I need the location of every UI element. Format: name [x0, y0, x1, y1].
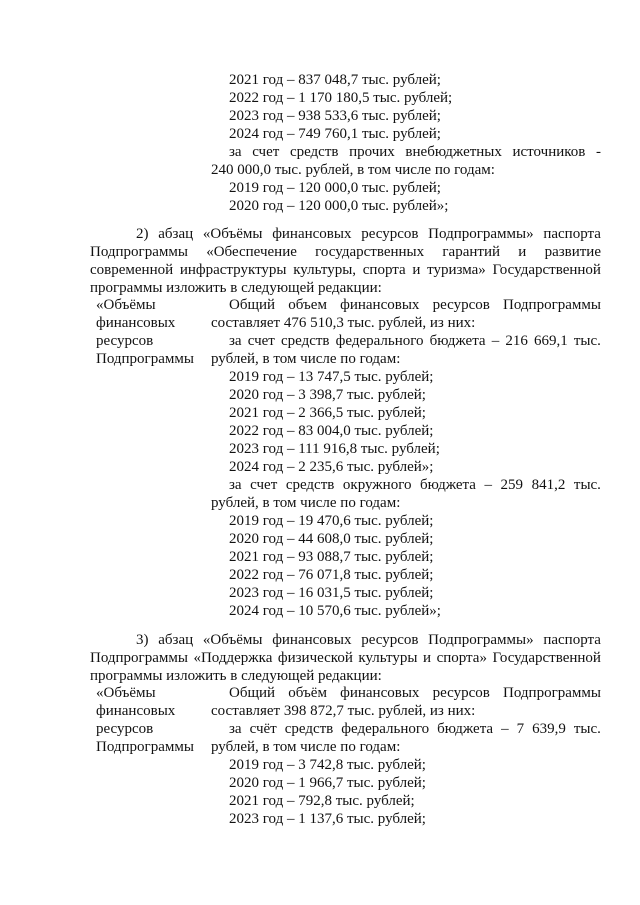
paragraph-line: Подпрограммы «Обеспечение государственных гарантий и развитие [90, 244, 601, 260]
paragraph-line: 2) абзац «Объёмы финансовых ресурсов Подпрограммы» паспорта [136, 226, 601, 242]
text-line: 2023 год – 938 533,6 тыс. рублей; [229, 108, 441, 124]
label-line: ресурсов [96, 333, 154, 349]
content-line: 2022 год – 76 071,8 тыс. рублей; [229, 567, 434, 583]
label-line: ресурсов [96, 721, 154, 737]
content-line: рублей, в том числе по годам: [211, 739, 401, 755]
label-line: финансовых [96, 703, 176, 719]
content-line: 2024 год – 2 235,6 тыс. рублей»; [229, 459, 434, 475]
paragraph-line: программы изложить в следующей редакции: [90, 668, 382, 684]
label-line: финансовых [96, 315, 176, 331]
content-line: 2019 год – 13 747,5 тыс. рублей; [229, 369, 434, 385]
label-line: Подпрограммы [96, 739, 194, 755]
text-line: за счет средств прочих внебюджетных источников - [229, 144, 601, 160]
content-line: рублей, в том числе по годам: [211, 351, 401, 367]
paragraph-line: 3) абзац «Объёмы финансовых ресурсов Подпрограммы» паспорта [136, 632, 601, 648]
content-line: за счет средств федерального бюджета – 216 669,1 тыс. [229, 333, 601, 349]
content-line: за счёт средств федерального бюджета – 7 639,9 тыс. [229, 721, 601, 737]
text-line: 240 000,0 тыс. рублей, в том числе по годам: [211, 162, 495, 178]
content-line: 2022 год – 83 004,0 тыс. рублей; [229, 423, 434, 439]
content-line: 2024 год – 10 570,6 тыс. рублей»; [229, 603, 441, 619]
paragraph-line: Подпрограммы «Поддержка физической культуры и спорта» Государственной [90, 650, 601, 666]
content-line: 2021 год – 792,8 тыс. рублей; [229, 793, 415, 809]
content-line: 2019 год – 3 742,8 тыс. рублей; [229, 757, 426, 773]
content-line: Общий объём финансовых ресурсов Подпрограммы [229, 685, 601, 701]
label-line: «Объёмы [96, 297, 156, 313]
content-line: 2019 год – 19 470,6 тыс. рублей; [229, 513, 434, 529]
content-line: 2021 год – 93 088,7 тыс. рублей; [229, 549, 434, 565]
label-line: «Объёмы [96, 685, 156, 701]
text-line: 2020 год – 120 000,0 тыс. рублей»; [229, 198, 449, 214]
content-line: 2020 год – 1 966,7 тыс. рублей; [229, 775, 426, 791]
content-line: 2020 год – 3 398,7 тыс. рублей; [229, 387, 426, 403]
text-line: 2022 год – 1 170 180,5 тыс. рублей; [229, 90, 453, 106]
label-line: Подпрограммы [96, 351, 194, 367]
content-line: за счет средств окружного бюджета – 259 841,2 тыс. [229, 477, 601, 493]
content-line: 2023 год – 1 137,6 тыс. рублей; [229, 811, 426, 827]
paragraph-line: современной инфраструктуры культуры, спорта и туризма» Государственной [90, 262, 601, 278]
text-line: 2019 год – 120 000,0 тыс. рублей; [229, 180, 441, 196]
content-line: 2023 год – 111 916,8 тыс. рублей; [229, 441, 440, 457]
content-line: 2023 год – 16 031,5 тыс. рублей; [229, 585, 434, 601]
content-line: составляет 398 872,7 тыс. рублей, из них: [211, 703, 476, 719]
content-line: Общий объем финансовых ресурсов Подпрограммы [229, 297, 601, 313]
paragraph-line: программы изложить в следующей редакции: [90, 280, 382, 296]
content-line: рублей, в том числе по годам: [211, 495, 401, 511]
content-line: 2020 год – 44 608,0 тыс. рублей; [229, 531, 434, 547]
text-line: 2021 год – 837 048,7 тыс. рублей; [229, 72, 441, 88]
content-line: составляет 476 510,3 тыс. рублей, из них: [211, 315, 476, 331]
content-line: 2021 год – 2 366,5 тыс. рублей; [229, 405, 426, 421]
text-line: 2024 год – 749 760,1 тыс. рублей; [229, 126, 441, 142]
